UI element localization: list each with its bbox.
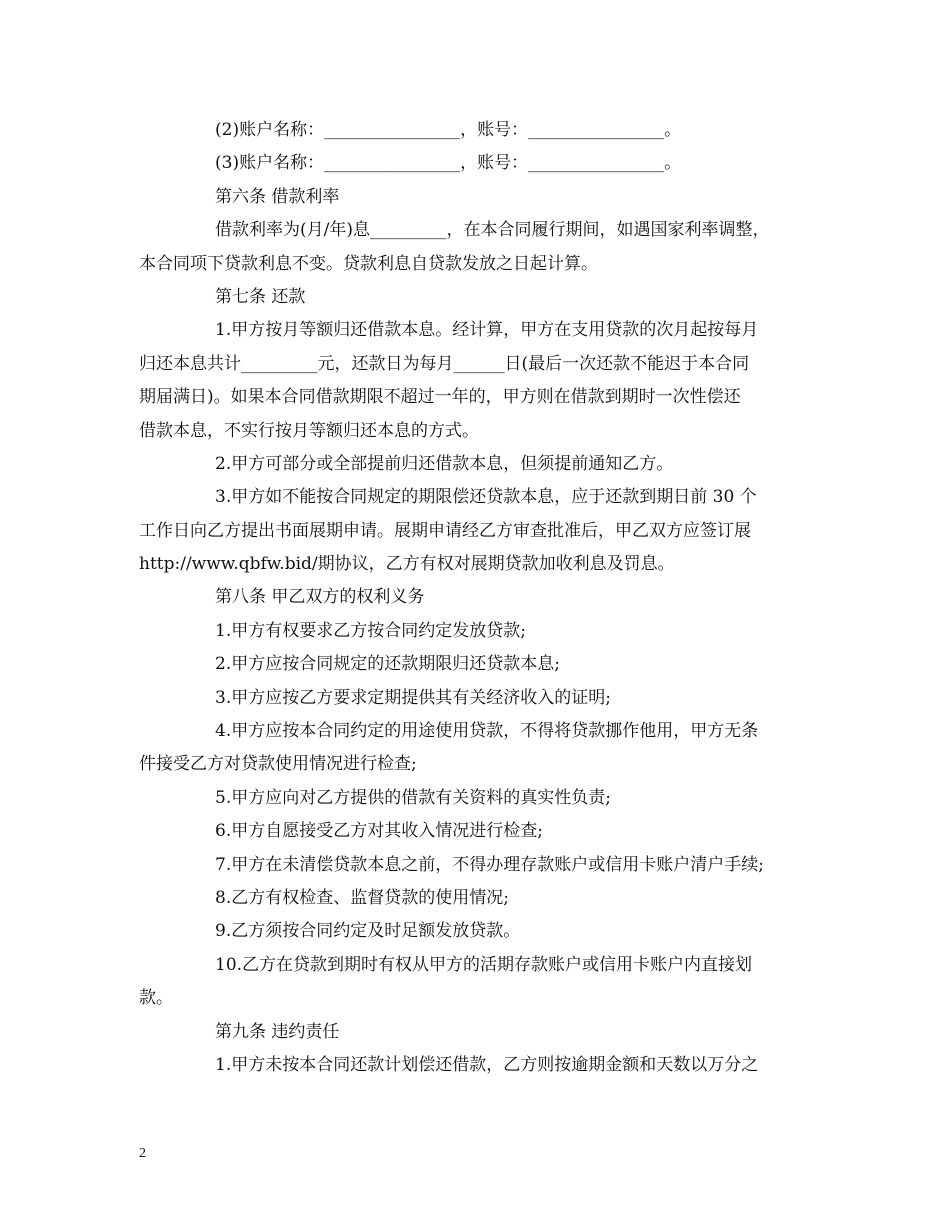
document-line: 归还本息共计_________元，还款日为每月______日(最后一次还款不能迟于本合同 bbox=[139, 353, 750, 374]
document-line: 借款本息，不实行按月等额归还本息的方式。 bbox=[139, 420, 479, 441]
document-line: 工作日向乙方提出书面展期申请。展期申请经乙方审查批准后，甲乙双方应签订展 bbox=[139, 520, 751, 541]
document-line: http://www.qbfw.bid/期协议，乙方有权对展期贷款加收利息及罚息。 bbox=[139, 554, 675, 575]
document-line: 件接受乙方对贷款使用情况进行检查; bbox=[139, 754, 417, 775]
document-line: 1.甲方按月等额归还借款本息。经计算，甲方在支用贷款的次月起按每月 bbox=[215, 320, 759, 341]
document-line: 第九条 违约责任 bbox=[215, 1021, 340, 1042]
document-line: 1.甲方未按本合同还款计划偿还借款，乙方则按逾期金额和天数以万分之 bbox=[215, 1054, 759, 1075]
document-line: 7.甲方在未清偿贷款本息之前，不得办理存款账户或信用卡账户清户手续; bbox=[215, 854, 764, 875]
document-line: 1.甲方有权要求乙方按合同约定发放贷款; bbox=[215, 620, 526, 641]
document-line: 3.甲方应按乙方要求定期提供其有关经济收入的证明; bbox=[215, 687, 611, 708]
document-line: 第六条 借款利率 bbox=[215, 186, 340, 207]
document-line: 期届满日)。如果本合同借款期限不超过一年的，甲方则在借款到期时一次性偿还 bbox=[139, 387, 741, 408]
document-line: 9.乙方须按合同约定及时足额发放贷款。 bbox=[215, 921, 521, 942]
document-line: 4.甲方应按本合同约定的用途使用贷款，不得将贷款挪作他用，甲方无条 bbox=[215, 721, 759, 742]
document-line: 8.乙方有权检查、监督贷款的使用情况; bbox=[215, 887, 509, 908]
document-line: (3)账户名称：________________，账号：________________。 bbox=[215, 153, 682, 174]
document-body bbox=[139, 114, 819, 1082]
document-line: 2.甲方应按合同规定的还款期限归还贷款本息; bbox=[215, 654, 560, 675]
document-line: 本合同项下贷款利息不变。贷款利息自贷款发放之日起计算。 bbox=[139, 253, 598, 274]
document-line: 5.甲方应向对乙方提供的借款有关资料的真实性负责; bbox=[215, 787, 611, 808]
document-line: (2)账户名称：________________，账号：________________。 bbox=[215, 120, 682, 140]
document-line: 2.甲方可部分或全部提前归还借款本息，但须提前通知乙方。 bbox=[215, 453, 674, 474]
document-line: 第八条 甲乙双方的权利义务 bbox=[215, 587, 425, 608]
page-number: 2 bbox=[139, 1146, 146, 1161]
document-line: 第七条 还款 bbox=[215, 286, 306, 307]
document-line: 借款利率为(月/年)息_________，在本合同履行期间，如遇国家利率调整， bbox=[215, 220, 770, 241]
document-line: 10.乙方在贷款到期时有权从甲方的活期存款账户或信用卡账户内直接划 bbox=[215, 954, 753, 975]
document-line: 6.甲方自愿接受乙方对其收入情况进行检查; bbox=[215, 821, 543, 842]
document-line: 3.甲方如不能按合同规定的期限偿还贷款本息，应于还款到期日前 30 个 bbox=[215, 487, 757, 508]
document-line: 款。 bbox=[139, 988, 173, 1009]
